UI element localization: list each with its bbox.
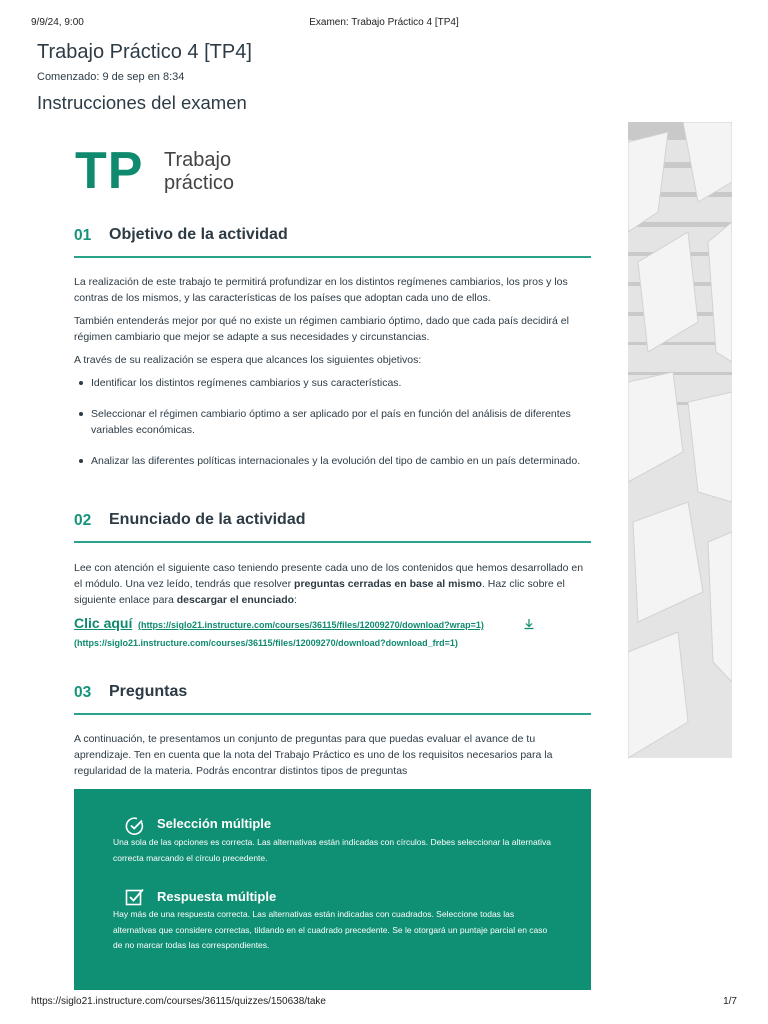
section-title: Preguntas — [109, 683, 188, 700]
download-link-url-wrap[interactable]: (https://siglo21.instructure.com/courses/36115/files/12009270/download?wrap=1) — [138, 620, 484, 630]
section-questions-header — [74, 681, 591, 715]
section-objective-header — [74, 224, 591, 258]
started-label: Comenzado: — [37, 71, 100, 83]
logo-word-trabajo: Trabajo — [164, 149, 232, 171]
print-footer-url: https://siglo21.instructure.com/courses/36115/quizzes/150638/take — [31, 996, 326, 1007]
check-circle-graphic — [125, 816, 145, 836]
statement-text-1: Lee con atención el siguiente caso teniendo presente cada uno de los contenidos que hemos desarrollado en el módulo. Una vez leído, tendrás que resolver — [74, 562, 584, 590]
objective-paragraph-2: También entenderás mejor por qué no existe un régimen cambiario óptimo, dado que cada país decidirá el régimen cambiario que mejor se adapte a sus necesidades y circunstancias. — [74, 315, 569, 343]
download-icon[interactable] — [523, 618, 535, 633]
instructions-title: Instrucciones del examen — [37, 92, 247, 113]
section-title: Objetivo de la actividad — [109, 226, 288, 243]
print-doc-title: Examen: Trabajo Práctico 4 [TP4] — [309, 17, 459, 28]
objective-paragraph-3: A través de su realización se espera que alcances los siguientes objetivos: — [74, 354, 422, 366]
section-statement-header — [74, 509, 591, 543]
check-circle-icon — [125, 816, 143, 834]
logo-letters: TP — [75, 142, 144, 200]
download-link-url-frd[interactable]: (https://siglo21.instructure.com/courses/36115/files/12009270/download?download_frd=1) — [74, 638, 458, 648]
section-title: Enunciado de la actividad — [109, 511, 306, 528]
check-square-graphic — [125, 887, 145, 907]
type-title-multiple-answer: Respuesta múltiple — [157, 889, 277, 904]
type-text-multiple-answer: Hay más de una respuesta correcta. Las alternativas están indicadas con cuadrados. Seleccione todas las alternativas que considere correctas, tildando en el cuadrado precedente. Se le otorgará un puntaje parcial en caso de no marcar todas las correspondientes. — [113, 909, 548, 950]
started-value: 9 de sep en 8:34 — [102, 71, 185, 83]
statement-paragraph — [74, 560, 586, 608]
statement-text-2: . Haz clic sobre el siguiente enlace para — [74, 578, 565, 606]
download-link[interactable]: Clic aquí — [74, 615, 133, 631]
statement-text-3: : — [294, 594, 297, 606]
section-number: 01 — [74, 227, 92, 244]
objective-paragraph-1: La realización de este trabajo te permitirá profundizar en los distintos regímenes cambiarios, los pros y los contras de los mismos, y las características de los países que adoptan cada uno de ellos. — [74, 276, 568, 304]
download-icon-graphic — [523, 618, 535, 630]
list-item: Identificar los distintos regímenes cambiarios y sus características. — [74, 375, 586, 391]
statement-bold-1: preguntas cerradas en base al mismo — [294, 578, 482, 590]
section-number: 03 — [74, 684, 92, 701]
question-types-box — [74, 789, 591, 990]
list-item: Seleccionar el régimen cambiario óptimo a ser aplicado por el país en función del análisis de diferentes variables económicas. — [74, 406, 586, 438]
architecture-graphic — [628, 122, 732, 758]
print-page-number: 1/7 — [723, 996, 737, 1007]
print-date: 9/9/24, 9:00 — [31, 17, 84, 28]
type-text-multiple-choice: Una sola de las opciones es correcta. Las alternativas están indicadas con círculos. Debes seleccionar la alternativa correcta marcando el círculo precedente. — [113, 837, 551, 863]
decorative-architecture-image — [628, 122, 732, 758]
statement-bold-2: descargar el enunciado — [176, 594, 295, 606]
page-title: Trabajo Práctico 4 [TP4] — [37, 41, 252, 63]
section-number: 02 — [74, 512, 92, 529]
list-item: Analizar las diferentes políticas internacionales y la evolución del tipo de cambio en un país determinado. — [74, 453, 586, 469]
questions-intro: A continuación, te presentamos un conjunto de preguntas para que puedas evaluar el avance de tu aprendizaje. Ten en cuenta que la nota del Trabajo Práctico es uno de los requisitos necesarios para la regularidad de la materia. Podrás encontrar distintos tipos de preguntas — [74, 733, 553, 777]
type-title-multiple-choice: Selección múltiple — [157, 816, 272, 831]
logo-word-practico: práctico — [164, 172, 235, 194]
print-header — [31, 17, 737, 31]
started-info — [37, 71, 184, 83]
check-square-icon — [125, 887, 143, 905]
